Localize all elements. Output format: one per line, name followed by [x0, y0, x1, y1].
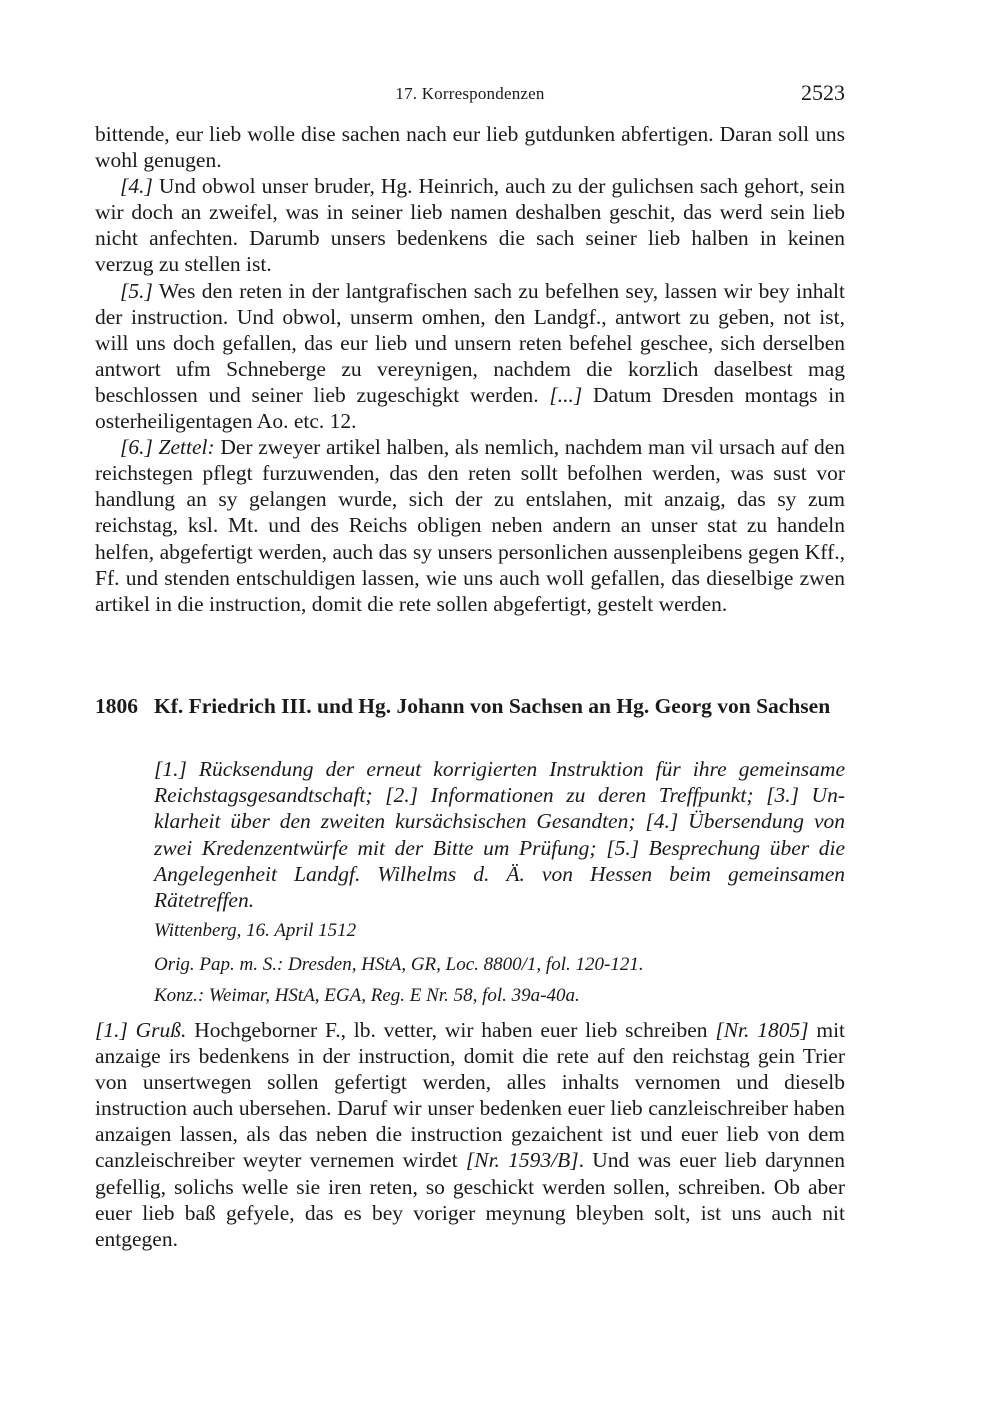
paragraph-text: Der zweyer artikel halben, als nemlich, nachdem man vil ursach auf den reichstegen pflegt furzuwenden, das den reten sollt befolhen werden, was sust vor handlung an sy gelangen wurde, sich der zu entslahen, mit anzaig, das sy zum reichstag, ksl. Mt. und des Reichs obligen neben andern an unser stat zu handeln helfen, abgefertigt werden, auch das sy unsers personlichen aussenpleibens gegen Kff., Ff. und stenden entschuldigen lassen, wie uns auch woll gefallen, das dieselbige zwen artikel in die instruction, domit die rete sollen abgefertigt, gestelt werden. [95, 435, 846, 616]
original-source: Orig. Pap. m. S.: Dresden, HStA, GR, Loc. 8800/1, fol. 120-121. [154, 954, 644, 975]
page-number: 2523 [801, 80, 845, 105]
place-date: Wittenberg, 16. April 1512 [154, 920, 357, 941]
concept-source: Konz.: Weimar, HStA, EGA, Reg. E Nr. 58, fol. 39a-40a. [154, 985, 580, 1006]
paragraph-6 [95, 434, 845, 617]
document-number: 1806 [95, 694, 138, 718]
section-marker: [6.] Zettel: [120, 435, 215, 460]
date-line: Datum Dresden montags in osterheiligentagen Ao. etc. 12. [95, 382, 845, 434]
paragraph-4 [95, 173, 845, 277]
document-title: Kf. Friedrich III. und Hg. Johann von Sachsen an Hg. Georg von Sachsen [154, 694, 831, 718]
paragraph-text: bittende, eur lieb wolle dise sachen nach eur lieb gutdunken abfertigen. Daran soll uns wohl genugen. [95, 122, 845, 173]
running-head [95, 80, 845, 108]
document-body [95, 1017, 845, 1252]
section-marker: [5.] [120, 278, 153, 303]
paragraph-text: Wes den reten in der lantgrafischen sach zu befelhen sey, lassen wir bey inhalt der instruction. Und obwol, unserm omhen, den Landgf., antwort zu geben, not ist, will uns doch gefallen, das eur lieb und unsern reten befehel geschee, sich derselben antwort ufm Schneberge zu vereynigen, nachdem die korzlich daselbest mag beschlossen und seiner lieb zugeschigkt werden. [95, 278, 845, 407]
cross-reference: [Nr. 1593/B] [465, 1148, 579, 1173]
running-title: 17. Korrespondenzen [395, 84, 545, 103]
omission-marker: [...] [549, 382, 583, 407]
section-marker: [1.] Gruß. [95, 1018, 187, 1042]
paragraph-5 [95, 278, 845, 435]
continuation-text [95, 121, 845, 617]
paragraph-continuation [95, 121, 845, 173]
paragraph-text: Hochgeborner F., lb. vetter, wir haben euer lieb schreiben [186, 1018, 716, 1042]
document-regest: [1.] Rücksendung der erneut korrigierten Instruktion für ihre gemeinsame Reichstagsgesandtschaft; [2.] Informationen zu deren Treffpunkt; [3.] Unklarheit über den zweiten kursächsischen Gesandten; [4.] Übersendung von zwei Kredenzentwürfe mit der Bitte um Prüfung; [5.] Besprechung über die Angelegenheit Landgf. Wilhelms d. Ä. von Hessen beim gemeinsamen Rätetreffen. [154, 757, 845, 913]
paragraph-text: mit anzaige irs bedenkens in der instruction, domit die rete auf den reichstag gein Trier von unsertwegen sollen gefertigt werden, alles inhalts vernomen und dieselb instruction auch ubersehen. Daruf wir unser bedenken euer lieb canzleischreiber haben anzaigen lassen, als das neben die instruction gezaichent ist und euer lieb von dem canzleischreiber weyter vernemen wirdet [95, 1018, 846, 1173]
cross-reference: [Nr. 1805] [715, 1018, 809, 1042]
document-heading [95, 693, 845, 720]
section-marker: [4.] [120, 174, 153, 199]
paragraph-text: Und obwol unser bruder, Hg. Heinrich, auch zu der gulichsen sach gehort, sein wir doch an zweifel, was in seiner lieb namen deshalben geschit, das werd sein lieb nicht anfechten. Darumb unsers bedenkens die sach seiner lieb halben in keinen verzug zu stellen ist. [95, 174, 845, 277]
paragraph-1 [95, 1017, 845, 1252]
paragraph-text: . Und was euer lieb darynnen gefellig, solichs welle sie iren reten, so geschickt werden sollen, schreiben. Ob aber euer lieb baß gefyele, das es bey voriger meynung bleyben solt, ist uns auch nit entgegen. [95, 1148, 845, 1251]
